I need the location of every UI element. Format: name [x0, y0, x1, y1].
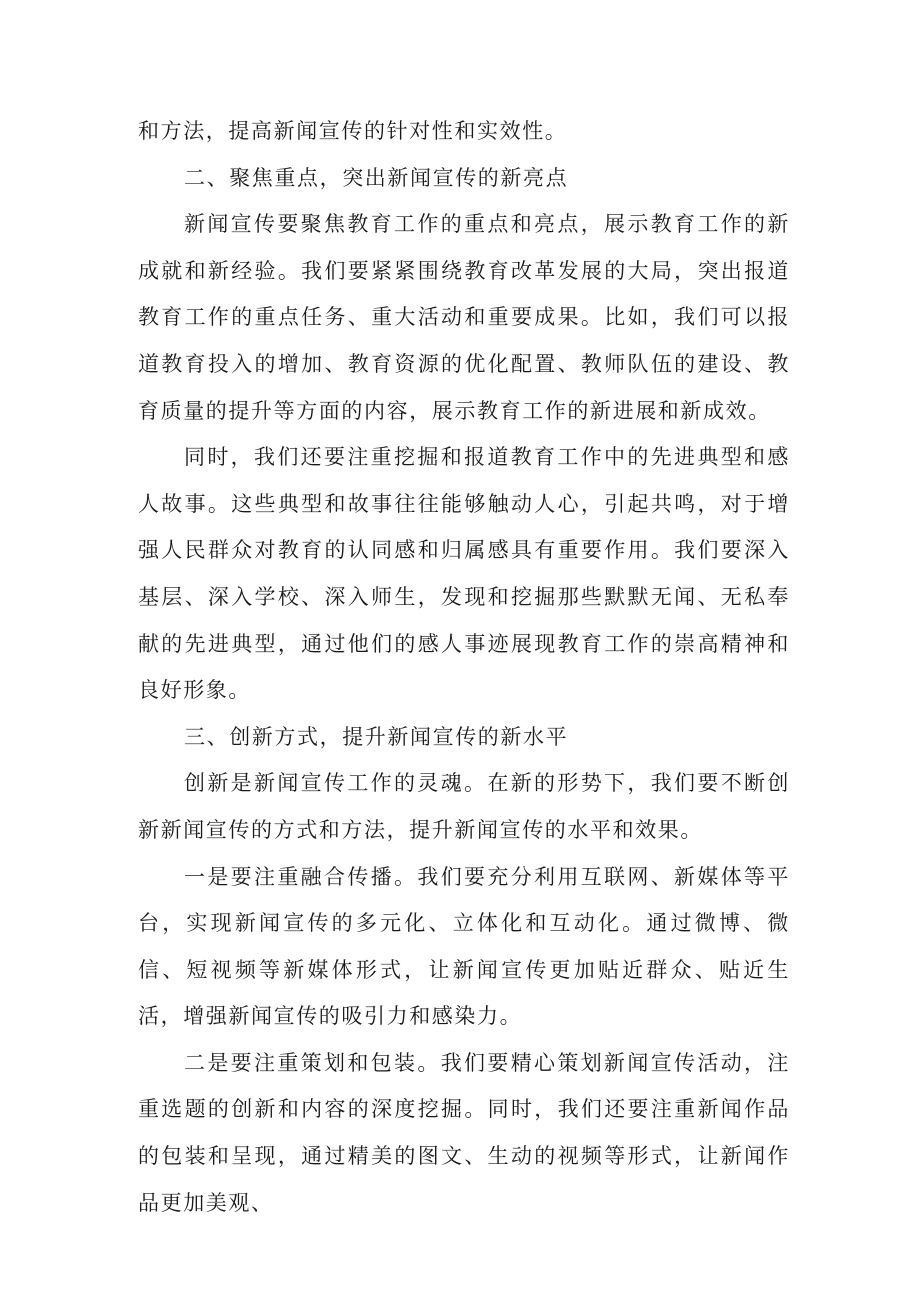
paragraph: 新闻宣传要聚焦教育工作的重点和亮点，展示教育工作的新成就和新经验。我们要紧紧围绕教育改革发展的大局，突出报道教育工作的重点任务、重大活动和重要成果。比如，我们可以报道教育投入的增加、教育资源的优化配置、教师队伍的建设、教育质量的提升等方面的内容，展示教育工作的新进展和新成效。: [138, 212, 790, 423]
document-body: [138, 108, 790, 1226]
paragraph: 同时，我们还要注重挖掘和报道教育工作中的先进典型和感人故事。这些典型和故事往往能够触动人心，引起共鸣，对于增强人民群众对教育的认同感和归属感具有重要作用。我们要深入基层、深入学校、深入师生，发现和挖掘那些默默无闻、无私奉献的先进典型，通过他们的感人事迹展现教育工作的崇高精神和良好形象。: [138, 445, 790, 703]
section-heading-two: 二、聚焦重点，突出新闻宣传的新亮点: [184, 165, 569, 190]
paragraph: 一是要注重融合传播。我们要充分利用互联网、新媒体等平台，实现新闻宣传的多元化、立体化和互动化。通过微博、微信、短视频等新媒体形式，让新闻宣传更加贴近群众、贴近生活，增强新闻宣传的吸引力和感染力。: [138, 864, 790, 1029]
paragraph: 二是要注重策划和包装。我们要精心策划新闻宣传活动，注重选题的创新和内容的深度挖掘。同时，我们还要注重新闻作品的包装和呈现，通过精美的图文、生动的视频等形式，让新闻作品更加美观、: [138, 1050, 790, 1215]
paragraph: 创新是新闻宣传工作的灵魂。在新的形势下，我们要不断创新新闻宣传的方式和方法，提升新闻宣传的水平和效果。: [138, 771, 790, 842]
paragraph-continuation: 和方法，提高新闻宣传的针对性和实效性。: [138, 119, 568, 143]
section-heading-three: 三、创新方式，提升新闻宣传的新水平: [184, 724, 569, 749]
